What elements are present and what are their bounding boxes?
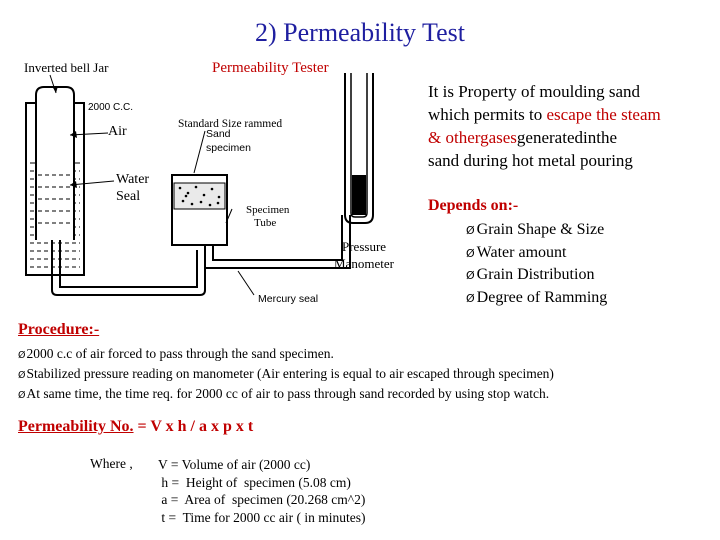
permeability-formula: Permeability No. = V x h / a x p x t bbox=[18, 418, 254, 435]
label-air: Air bbox=[108, 124, 127, 139]
variable-definitions bbox=[158, 456, 365, 526]
label-pressure: Pressure bbox=[342, 239, 387, 254]
depends-on-list bbox=[466, 219, 607, 309]
label-inverted-bell-jar: Inverted bell Jar bbox=[24, 60, 109, 75]
label-manometer: Manometer bbox=[334, 256, 394, 271]
page-title: 2) Permeability Test bbox=[255, 18, 465, 47]
label-mercury-seal: Mercury seal bbox=[258, 293, 319, 305]
label-seal: Seal bbox=[116, 189, 141, 204]
label-water: Water bbox=[116, 172, 150, 187]
list-item: ØAt same time, the time req. for 2000 cc of air to pass through sand recorded by using stop watch. bbox=[18, 386, 550, 401]
list-item: ØStabilized pressure reading on manometer (Air entering is equal to air escaped through specimen) bbox=[18, 366, 554, 381]
variable-h: h = Height of specimen (5.08 cm) bbox=[158, 474, 351, 490]
label-standard-size: Standard Size rammed bbox=[178, 118, 283, 130]
description-line-2: which permits to escape the steam bbox=[428, 105, 661, 124]
variable-a: a = Area of specimen (20.268 cm^2) bbox=[158, 492, 366, 507]
list-item: Ø2000 c.c of air forced to pass through the sand specimen. bbox=[18, 346, 334, 361]
variable-t: t = Time for 2000 cc air ( in minutes) bbox=[158, 509, 366, 525]
bell-jar bbox=[36, 87, 74, 240]
label-sand: Sand bbox=[206, 128, 231, 140]
permeability-tester-diagram bbox=[0, 55, 420, 315]
procedure-title: Procedure:- bbox=[18, 321, 100, 338]
variable-v: V = Volume of air (2000 cc) bbox=[158, 457, 311, 472]
description-line-4: sand during hot metal pouring bbox=[428, 151, 633, 170]
label-permeability-tester: Permeability Tester bbox=[212, 60, 329, 76]
procedure-list bbox=[18, 345, 554, 405]
depends-on-title: Depends on:- bbox=[428, 197, 519, 214]
description bbox=[428, 80, 661, 172]
label-specimen: specimen bbox=[206, 142, 251, 154]
list-item: Ø Water amount bbox=[466, 243, 567, 261]
description-line-3: & othergasesgeneratedinthe bbox=[428, 128, 617, 147]
sand-specimen bbox=[174, 183, 225, 209]
list-item: Ø Grain Distribution bbox=[466, 266, 595, 283]
label-specimen-tube-1: Specimen bbox=[246, 204, 290, 216]
where-label: Where , bbox=[90, 456, 133, 471]
description-line-1: It is Property of moulding sand bbox=[428, 82, 641, 101]
list-item: Ø Degree of Ramming bbox=[466, 288, 608, 306]
label-2000cc: 2000 C.C. bbox=[88, 102, 134, 113]
label-specimen-tube-2: Tube bbox=[254, 217, 277, 229]
list-item: Ø Grain Shape & Size bbox=[466, 221, 605, 238]
